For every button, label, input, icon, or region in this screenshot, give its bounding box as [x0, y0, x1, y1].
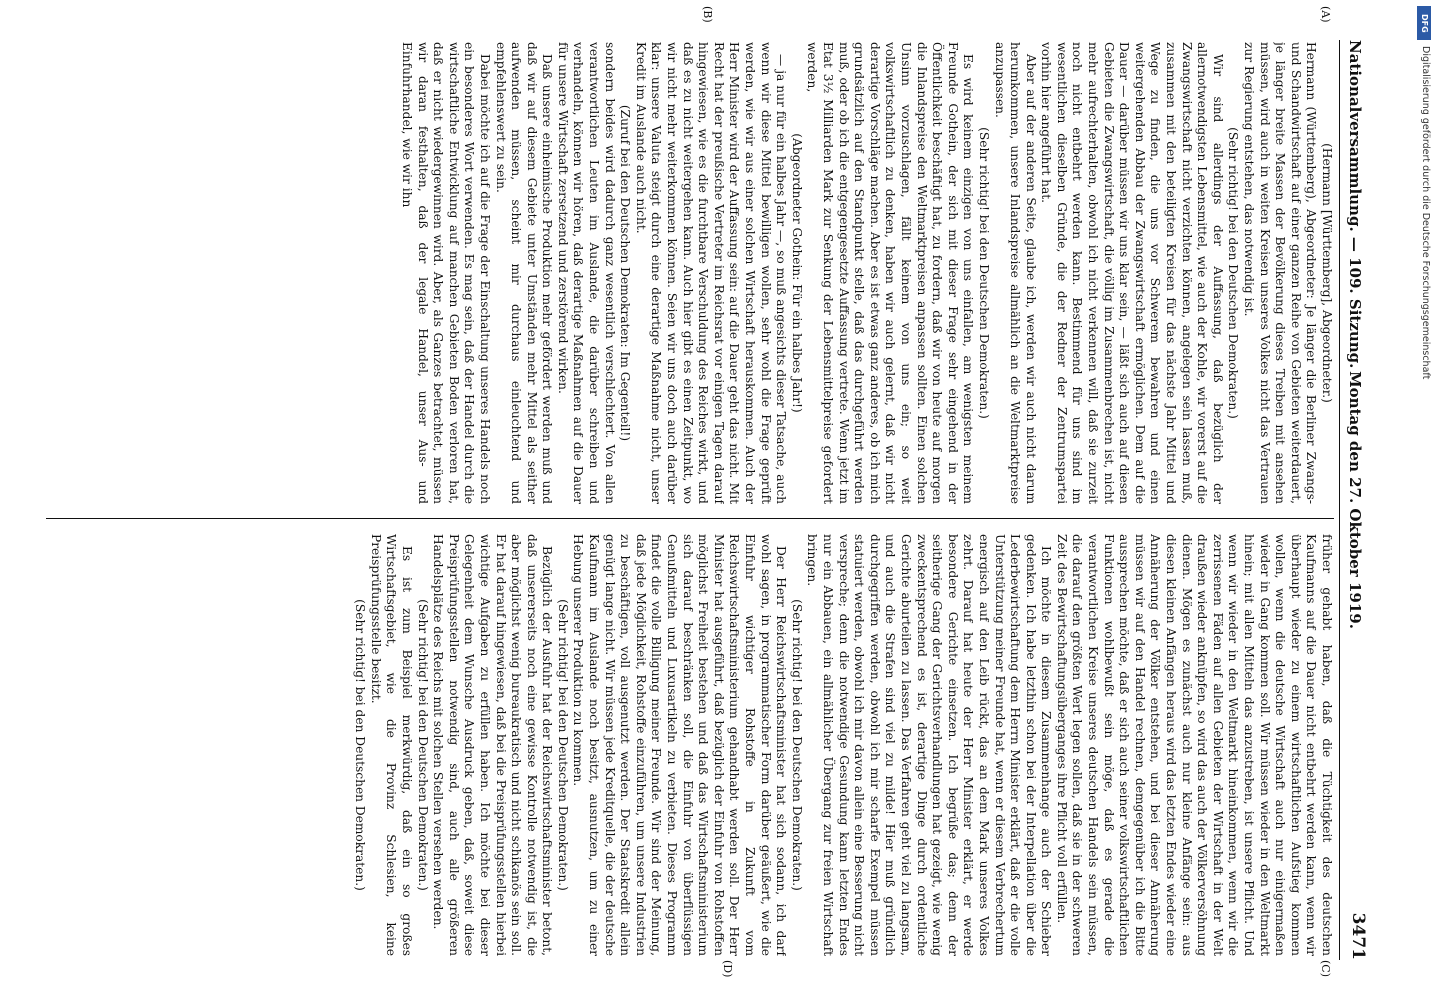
interjection: (Abgeordneter Gothein: Für ein halbes Jahr!) — [789, 133, 804, 413]
paragraph: Bezüglich der Ausfuhr hat der Reichswirtschaftsminister betont, daß unsererseits noch eine gewisse Kontrolle notwendig ist, die aber möglichst wenig bureaukratisch und nicht schikanös sein soll. Er hat darauf hingewiesen, daß bei die Preisprüfungsstellen hierbei wichtige Aufgaben zu erfüllen haben. Ich möchte bei dieser Gelegenheit dem Wunsche Ausdruck geben, daß, soweit diese Preisprüfungsstellen notwendig sind, auch alle größeren Handelsplätze des Reichs mit solchen Stellen versehen werden. — [431, 534, 555, 956]
paragraph: Aber auf der anderen Seite, glaube ich, werden wir auch nicht darum herumkommen, unsere Inlandspreise allmählich an die Weltmarktpreise anzupassen. — [992, 42, 1038, 504]
rotated-page — [34, 0, 1374, 1000]
dfg-logo: DFG — [1417, 6, 1431, 40]
right-column — [48, 534, 1334, 956]
margin-letter-d: (D) — [721, 960, 734, 978]
interjection: (Zuruf bei den Deutschen Demokraten: Im Gegenteil!) — [618, 104, 633, 442]
dfg-watermark — [1417, 6, 1431, 996]
interjection: (Sehr richtig! bei den Deutschen Demokraten.) — [1226, 127, 1241, 419]
paragraph: Der Herr Reichswirtschaftsminister hat sich sodann, ich darf wohl sagen, in programmatischer Form darüber geäußert, wie die Einfuhr wichtiger Rohstoffe in Zukunft vom Reichswirtschaftsministerium gehandhabt werden soll. Der Herr Minister hat ausgeführt, daß bezüglich der Einfuhr von Rohstoffen möglichst Freiheit bestehen und daß das Wirtschaftsministerium sich darauf beschränken soll, die Einfuhr von überflüssigen Genußmitteln und Luxusartikeln zu verbieten. Dieses Programm findet die volle Billigung meiner Freunde. Wir sind der Meinung, daß jede Möglichkeit, Rohstoffe einzuführen, um unsere Industrien zu beschäftigen, voll ausgenutzt werden. Der Staatskredit allein genügt lange nicht. Wir müssen jede Kreditquelle, die der deutsche Kaufmann im Auslande noch besitzt, ausnutzen, um zu einer Hebung unserer Produktion zu kommen. — [571, 534, 789, 956]
interjection: (Sehr richtig! bei den Deutschen Demokraten.) — [789, 599, 804, 891]
paragraph: sondern beides wird dadurch ganz wesentlich verschlechtert. Von allen verantwortlichen Leuten im Auslande, die darüber schreiben und verhandeln, können wir hören, daß derartige Maßnahmen auf die Dauer für unsere Wirtschaft zersetzend und zerstörend wirken. — [555, 42, 617, 504]
paragraph: Hermann (Württemberg), Abgeordneter: Je länger die Berliner Zwangs- und Schandwirtschaft auf einer ganzen Reihe von Gebieten weiterdauert, je länger breite Massen der Bevölkerung dieses Treiben mit ansehen müssen, wird auch in weiten Kreisen unseres Volkes nicht das Vertrauen zur Regierung entstehen, das notwendig ist. — [1242, 42, 1319, 504]
interjection: (Sehr richtig! bei den Deutschen Demokraten.) — [415, 599, 430, 891]
margin-letter-c: (C) — [1319, 960, 1332, 977]
paragraph: Es ist zum Beispiel merkwürdig, daß ein so großes Wirtschaftsgebiet, wie die Provinz Schlesien, keine Preisprüfungsstelle besitzt. — [368, 534, 414, 956]
paragraph: früher gehabt haben, daß die Tüchtigkeit des deutschen Kaufmanns auf die Dauer nicht entbehrt werden kann, wenn wir überhaupt wieder zu einem wirtschaftlichen Aufstieg kommen wollen, wenn die deutsche Wirtschaft auch nur einigermaßen wieder in Gang kommen soll. Wir müssen wieder in den Weltmarkt hinein; mit allen Mitteln das anzustreben, ist unsere Pflicht. Und wenn wir wieder in den Weltmarkt hineinkommen, wenn wir die zerrissenen Fäden auf allen Gebieten der Wirtschaft in der Welt draußen wieder anknüpfen, so wird das auch der Völkerversöhnung dienen. Mögen es zunächst auch nur kleine Anfänge sein: aus diesen kleinen Anfängen heraus wird das letzten Endes wieder eine Annäherung der Völker entstehen, und bei dieser Annäherung müssen wir auf den Handel rechnen, demgegenüber ich die Bitte aussprechen möchte, daß er sich auch seiner volkswirtschaftlichen Funktionen wohlbewußt sein möge, daß es gerade die verantwortlichen Kreise unseres deutschen Handels sein müssen, die darauf den größten Wert legen sollen, daß sie in der schweren Zeit des Bewirtschaftungsüberganges ihre Pflicht voll erfüllen. — [1054, 534, 1334, 956]
paragraph: Es wird keinem einzigen von uns einfallen, am wenigsten meinem Freunde Gothein, der sich mit dieser Frage sehr eingehend in der Öffentlichkeit beschäftigt hat, zu fordern, daß wir von heute auf morgen die Inlandspreise den Weltmarktpreisen anpassen sollten. Einen solchen Unsinn vorzuschlagen, fällt keinem von uns ein; so weit volkswirtschaftlich zu denken, haben wir auch gelernt, daß wir nicht derartige Vorschläge machen. Aber es ist etwas ganz anderes, ob ich mich grundsätzlich auf den Standpunkt stelle, daß das durchgeführt werden muß, oder ob ich die entgegengesetzte Auffassung vertrete. Wenn jetzt im Etat 3½ Milliarden Mark zur Senkung der Lebensmittelpreise gefordert werden, — [805, 42, 976, 504]
paragraph: Ich möchte in diesem Zusammenhange auch der Schieber gedenken. Ich habe letzthin schon bei der Interpellation über die Lederbewirtschaftung dem Herrn Minister erklärt, daß er die volle Unterstützung meiner Freunde hat, wenn er diesem Verbrechertum energisch auf den Leib rückt, das an dem Mark unseres Volkes zehrt. Darauf hat heute der Herr Minister erklärt, er werde besondere Gerichte einsetzen. Ich begrüße das; denn der seitherige Gang der Gerichtsverhandlungen hat gezeigt, wie wenig zweckentsprechend es ist, derartige Dinge durch ordentliche Gerichte aburteilen zu lassen. Das Verfahren geht viel zu langsam, und auch die Strafen sind viel zu milde! Hier muß gründlich durchgegriffen werden, obwohl ich mir scharfe Exempel müssen statuiert werden, obwohl ich mir davon allein eine Besserung nicht verspreche; denn die notwendige Gesundung kann letzten Endes nur ein Abbauen, ein allmählicher Übergang zur freien Wirtschaft bringen. — [805, 534, 1054, 956]
column-divider — [46, 518, 1334, 519]
running-head-date: Montag den 27. Oktober 1919. — [1346, 371, 1364, 629]
running-head — [1338, 40, 1368, 960]
margin-letter-a: (A) — [1319, 6, 1332, 23]
paragraph: Dabei möchte ich auf die Frage der Einschaltung unseres Handels noch ein besonderes Wort verwenden. Es mag sein, daß der Handel durch die wirtschaftliche Entwicklung auf manchen Gebieten Boden verloren hat, daß er nicht wiedergewinnen wird. Aber, als Ganzes betrachtet, müssen wir daran festhalten, daß der legale Handel, unser Aus- und Einfuhrhandel, wie wir ihn — [399, 42, 492, 504]
paragraph: Wir sind allerdings der Auffassung, daß bezüglich der allernotwendigsten Lebensmittel, wie auch der Kohle, wir vorerst auf die Zwangswirtschaft nicht verzichten können, angelegen sein lassen muß, zusammen mit den beteiligten Kreisen für das nächste Jahr Mittel und Wege zu finden, die uns vor Schwerem bewahren und einen weitergehenden Abbau der Zwangswirtschaft ermöglichen. Dem auf die Dauer — darüber müssen wir uns klar sein, — läßt sich auch auf diesen Gebieten die Zwangswirtschaft, die völlig im Zusammenbrechen ist, nicht mehr aufrechterhalten, obwohl ich nicht verkennen will, daß sie zurzeit noch nicht entbehrt werden kann. Bestimmend für uns sind im wesentlichen dieselben Gründe, die der Redner der Zentrumspartei vorhin hier angeführt hat. — [1039, 42, 1225, 504]
left-column — [48, 42, 1334, 504]
page-number: 3471 — [1348, 912, 1368, 960]
header-rule — [1339, 40, 1340, 960]
paragraph: (Hermann [Württemberg], Abgeordneter.) — [1320, 143, 1334, 403]
interjection: (Sehr richtig! bei den Deutschen Demokraten.) — [555, 599, 570, 891]
paragraph: Daß unsere einheimische Produktion mehr gefördert werden muß und daß wir auf diesem Gebiete unter Umständen mehr Mittel als seither aufwenden müssen, scheint mir durchaus einleuchtend und empfehlenswert zu sein. — [493, 42, 555, 504]
paragraph: — ja nur für ein halbes Jahr —, so muß angesichts dieser Tatsache, auch wenn wir diese Mittel bewilligen wollen, sehr wohl die Frage geprüft werden, wie wir aus einer solchen Wirtschaft herauskommen. Auch der Herr Minister wird der Auffassung sein: auf die Dauer geht das nicht. Mit Recht hat der preußische Vertreter im Reichsrat vor einigen Tagen darauf hingewiesen, wie es die furchtbare Verschuldung des Reiches wirkt, und daß es zu nicht weitergehen kann. Auch hier gibt es einen Zeitpunkt, wo wir nicht mehr weiterkommen können. Seien wir uns doch auch darüber klar: unsere Valuta steigt durch eine derartige Maßnahme nicht, unser Kredit im Auslande auch nicht. — [633, 42, 789, 504]
interjection: (Sehr richtig! bei den Deutschen Demokraten.) — [976, 127, 991, 419]
margin-letter-b: (B) — [701, 6, 714, 23]
interjection: (Sehr richtig! bei den Deutschen Demokraten.) — [353, 599, 368, 891]
running-head-left: Nationalversammlung. — 109. Sitzung. — [1346, 40, 1364, 369]
watermark-text: Digitalisierung gefördert durch die Deutsche Forschungsgemeinschaft — [1420, 46, 1431, 380]
